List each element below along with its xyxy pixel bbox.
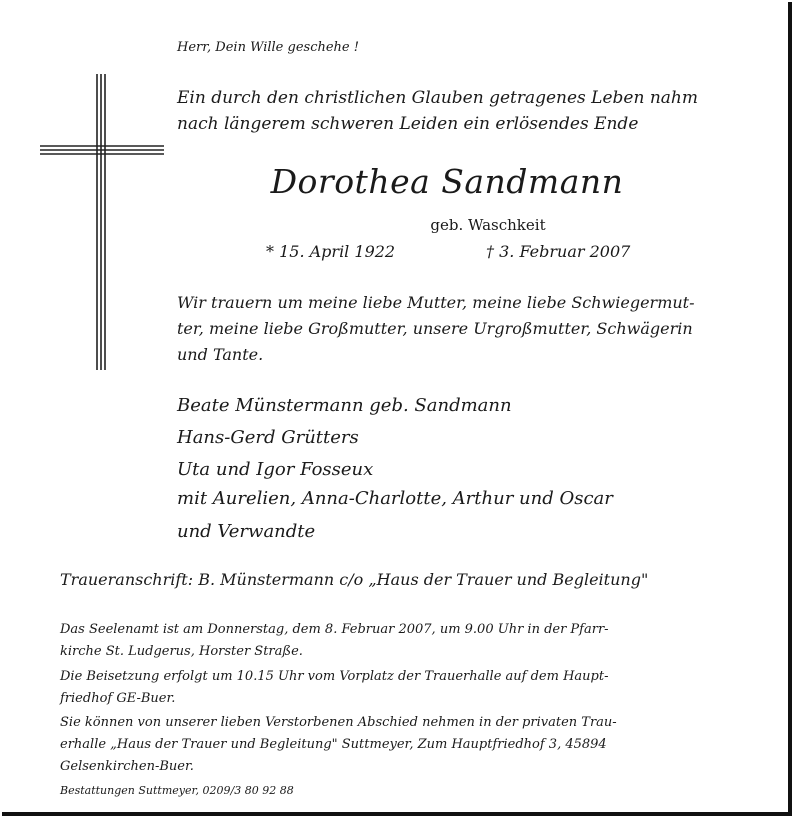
- mourning-line-3: und Tante.: [177, 345, 264, 364]
- family-member: Uta und Igor Fosseux: [177, 459, 374, 480]
- family-member: Beate Münstermann geb. Sandmann: [177, 395, 512, 416]
- death-date: † 3. Februar 2007: [486, 242, 631, 261]
- service-info-line: Gelsenkirchen-Buer.: [60, 759, 194, 774]
- deceased-name: Dorothea Sandmann: [270, 162, 624, 201]
- service-info-line: friedhof GE-Buer.: [60, 691, 176, 706]
- birth-name: geb. Waschkeit: [430, 216, 546, 234]
- intro-line-1: Ein durch den christlichen Glauben getragenes Leben nahm: [177, 88, 698, 108]
- family-member: mit Aurelien, Anna-Charlotte, Arthur und Oscar: [177, 488, 613, 509]
- mourning-line-1: Wir trauern um meine liebe Mutter, meine liebe Schwiegermut-: [177, 293, 695, 312]
- service-info-line: kirche St. Ludgerus, Horster Straße.: [60, 644, 303, 659]
- service-info-line: Die Beisetzung erfolgt um 10.15 Uhr vom Vorplatz der Trauerhalle auf dem Haupt-: [60, 669, 609, 684]
- motto: Herr, Dein Wille geschehe !: [177, 40, 359, 55]
- undertaker-contact: Bestattungen Suttmeyer, 0209/3 80 92 88: [60, 784, 294, 797]
- service-info-line: Das Seelenamt ist am Donnerstag, dem 8. Februar 2007, um 9.00 Uhr in der Pfarr-: [60, 622, 609, 637]
- family-member: und Verwandte: [177, 521, 316, 542]
- family-member: Hans-Gerd Grütters: [177, 427, 359, 448]
- birth-date: * 15. April 1922: [266, 242, 396, 261]
- intro-line-2: nach längerem schweren Leiden ein erlösendes Ende: [177, 114, 639, 134]
- mourning-line-2: ter, meine liebe Großmutter, unsere Urgroßmutter, Schwägerin: [177, 319, 693, 338]
- service-info-line: Sie können von unserer lieben Verstorbenen Abschied nehmen in der privaten Trau-: [60, 715, 617, 730]
- mourning-address: Traueranschrift: B. Münstermann c/o „Haus der Trauer und Begleitung": [60, 570, 649, 589]
- obituary-notice: [2, 2, 792, 816]
- service-info-line: erhalle „Haus der Trauer und Begleitung" Suttmeyer, Zum Hauptfriedhof 3, 45894: [60, 737, 607, 752]
